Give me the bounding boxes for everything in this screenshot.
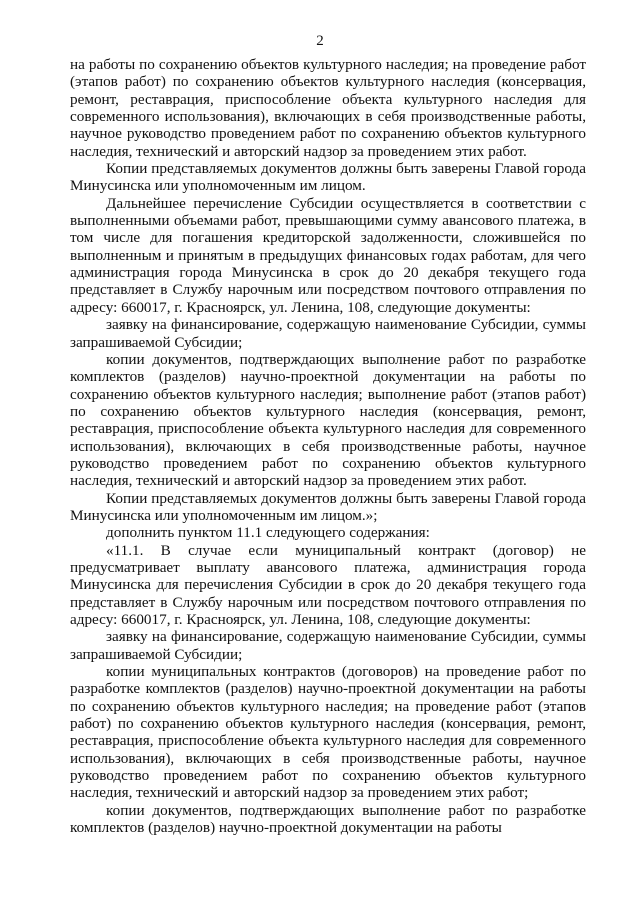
paragraph-clause-11-1: «11.1. В случае если муниципальный контракт (договор) не предусматривает выплату авансового платежа, администрация города Минусинска для перечисления Субсидии в срок до 20 декабря текущего года представляет в Службу нарочным или посредством почтового отправления по адресу: 660017, г. Красноярск, ул. Ленина, 108, следующие документы: — [70, 541, 586, 628]
paragraph-work-documents: копии документов, подтверждающих выполнение работ по разработке комплектов (разделов) научно-проектной документации на работы по сохранению объектов культурного наследия; выполнение работ (этапов работ) по сохранению объектов культурного наследия (консервация, ремонт, реставрация, приспособление объекта культурного наследия для современного использования), включающих в себя производственные работы, научное руководство проведением работ по сохранению объектов культурного наследия, технический и авторский надзор за проведением этих работ. — [70, 350, 586, 490]
paragraph-funding-request: заявку на финансирование, содержащую наименование Субсидии, суммы запрашиваемой Субсидии; — [70, 316, 586, 351]
paragraph-contract-copies: копии муниципальных контрактов (договоров) на проведение работ по разработке комплектов (разделов) научно-проектной документации на работы по сохранению объектов культурного наследия; на проведение работ (этапов работ) по сохранению объектов культурного наследия (консервация, ремонт, реставрация, приспособление объекта культурного наследия для современного использования), включающих в себя производственные работы, научное руководство проведением работ по сохранению объектов культурного наследия, технический и авторский надзор за проведением этих работ; — [70, 663, 586, 802]
paragraph-funding-request-2: заявку на финансирование, содержащую наименование Субсидии, суммы запрашиваемой Субсидии; — [70, 628, 586, 663]
paragraph-continuation: на работы по сохранению объектов культурного наследия; на проведение работ (этапов работ) по сохранению объектов культурного наследия (консервация, ремонт, реставрация, приспособление объекта культурного наследия для современного использования), включающих в себя производственные работы, научное руководство проведением работ по сохранению объектов культурного наследия, технический и авторский надзор за проведением этих работ. — [70, 56, 586, 160]
paragraph-certification-note-2: Копии представляемых документов должны быть заверены Главой города Минусинска или уполномоченным им лицом.»; — [70, 489, 586, 524]
page-number: 2 — [316, 33, 324, 49]
paragraph-further-transfer: Дальнейшее перечисление Субсидии осуществляется в соответствии с выполненными объемами работ, превышающими сумму авансового платежа, в том числе для погашения кредиторской задолженности, сложившейся по выполненным и принятым в предыдущих финансовых годах работам, для чего администрация города Минусинска в срок до 20 декабря текущего года представляет в Службу нарочным или посредством почтового отправления по адресу: 660017, г. Красноярск, ул. Ленина, 108, следующие документы: — [70, 194, 586, 316]
paragraph-amendment-intro: дополнить пунктом 11.1 следующего содержания: — [106, 524, 430, 542]
paragraph-work-documents-2: копии документов, подтверждающих выполнение работ по разработке комплектов (разделов) научно-проектной документации на работы — [70, 801, 586, 837]
paragraph-certification-note: Копии представляемых документов должны быть заверены Главой города Минусинска или уполномоченным им лицом. — [70, 160, 586, 195]
document-body — [70, 56, 586, 836]
